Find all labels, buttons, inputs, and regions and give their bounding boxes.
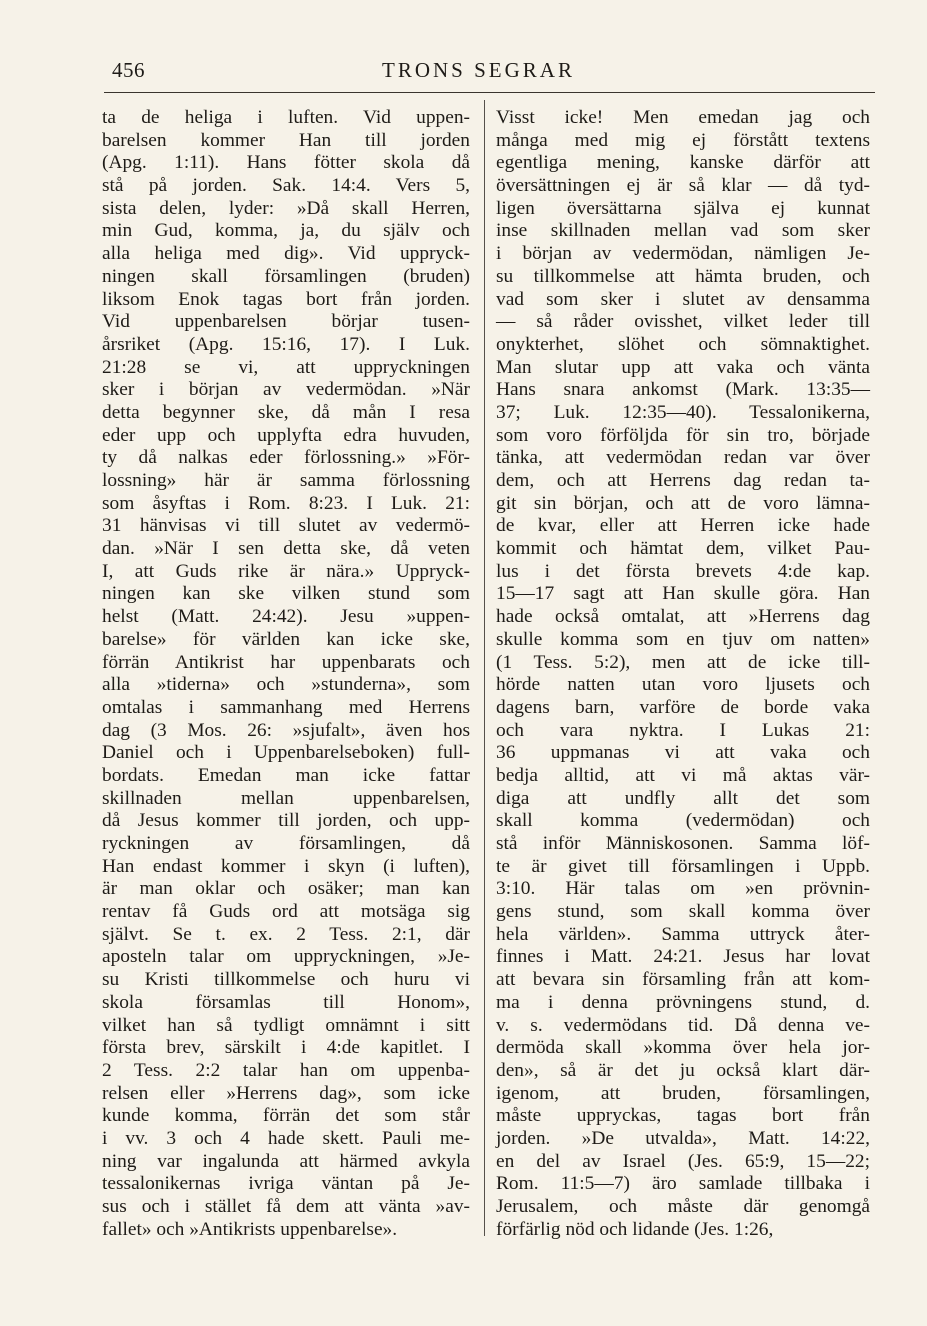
header-rule [104, 92, 875, 93]
text-line: dag (3 Mos. 26: »sjufalt», även hos [102, 719, 470, 741]
text-line: stå på jorden. Sak. 14:4. Vers 5, [102, 175, 470, 197]
text-line: finnes i Matt. 24:21. Jesus har lovat [496, 946, 870, 968]
text-line: Jerusalem, och måste där genomgå [496, 1196, 870, 1217]
text-line: årsriket (Apg. 15:16, 17). I Luk. [102, 333, 470, 355]
text-line: som åsyftas i Rom. 8:23. I Luk. 21: [102, 492, 470, 514]
text-line: många med mig ej förstått textens [496, 129, 870, 151]
text-line: 21:28 se vi, att uppryckningen [102, 356, 470, 378]
text-line: översättningen ej är så klar — då tyd- [496, 175, 870, 197]
text-line: bordats. Emedan man icke fattar [102, 764, 470, 786]
text-line: 3:10. Här talas om »en prövnin- [496, 878, 870, 900]
text-line: lossning» här är samma förlossning [102, 470, 470, 491]
text-line: förfärlig nöd och lidande (Jes. 1:26, [496, 1218, 774, 1240]
text-line: aposteln talar om uppryckningen, »Je- [102, 946, 470, 968]
text-line: förrän Antikrist har uppenbarats och [102, 651, 470, 673]
text-line: sus och i stället få dem att vänta »av- [102, 1196, 470, 1217]
text-line: inse skillnaden mellan vad som sker [496, 220, 870, 242]
text-line: Man slutar upp att vaka och vänta [496, 356, 870, 378]
text-line: den», så är det ju också klart där- [496, 1059, 870, 1081]
text-line: sker i början av vedermödan. »När [102, 379, 470, 401]
text-line: första brev, särskilt i 4:de kapitlet. I [102, 1037, 470, 1059]
text-line: gens stund, som skall komma över [496, 901, 870, 923]
text-line: tänka, att vedermödan redan var över [496, 447, 870, 469]
text-line: 2 Tess. 2:2 talar han om uppenba- [102, 1059, 470, 1081]
text-line: v. s. vedermödans tid. Då denna ve- [496, 1014, 870, 1036]
text-line: relsen eller »Herrens dag», som icke [102, 1082, 470, 1104]
text-line: — så råder ovisshet, vilket leder till [496, 311, 870, 333]
text-line: alla »tiderna» och »stunderna», som [102, 674, 470, 696]
text-line: eder upp och upplyfta edra huvuden, [102, 424, 470, 446]
text-line: 37; Luk. 12:35—40). Tessalonikerna, [496, 401, 870, 423]
text-line: dem, och att Herrens dag redan ta- [496, 470, 870, 491]
text-line: 15—17 sagt att Han skulle göra. Han [496, 583, 870, 605]
text-line: su Kristi tillkommelse och huru vi [102, 969, 470, 991]
text-line: ma i denna prövningens stund, d. [496, 991, 870, 1013]
text-line: helst (Matt. 24:42). Jesu »uppen- [102, 606, 470, 628]
text-line: skola församlas till Honom», [102, 991, 470, 1013]
text-line: jorden. »De utvalda», Matt. 14:22, [496, 1127, 870, 1149]
text-line: Visst icke! Men emedan jag och [496, 107, 870, 128]
text-line: detta begynner ske, då mån I resa [102, 401, 470, 423]
text-line: skillnaden mellan uppenbarelsen, [102, 787, 470, 809]
text-line: ningen skall församlingen (bruden) [102, 265, 470, 287]
text-line: dan. »När I sen detta ske, då veten [102, 538, 470, 560]
text-line: sista delen, lyder: »Då skall Herren, [102, 197, 470, 219]
text-line: su tillkommelse att hämta bruden, och [496, 265, 870, 287]
text-line: (Apg. 1:11). Hans fötter skola då [102, 152, 470, 174]
text-line: barelsen kommer Han till jorden [102, 129, 470, 151]
text-line: min Gud, komma, ja, du själv och [102, 220, 470, 242]
text-line: Rom. 11:5—7) äro samlade tillbaka i [496, 1173, 870, 1195]
column-divider [484, 100, 485, 1236]
text-line: egentliga mening, kanske därför att [496, 152, 870, 174]
text-line: i början av vedermödan, nämligen Je- [496, 243, 870, 265]
text-line: te är givet till församlingen i Uppb. [496, 855, 870, 877]
running-title: TRONS SEGRAR [382, 58, 575, 82]
text-line: hela världen». Samma uttryck åter- [496, 923, 870, 945]
text-line: I, att Guds rike är nära.» Uppryck- [102, 560, 470, 582]
text-line: Vid uppenbarelsen börjar tusen- [102, 311, 470, 333]
text-line: stå inför Människosonen. Samma löf- [496, 833, 870, 854]
text-line: självt. Se t. ex. 2 Tess. 2:1, där [102, 923, 470, 945]
text-line: tessalonikernas ivriga väntan på Je- [102, 1173, 470, 1195]
text-line: och vara nyktra. I Lukas 21: [496, 719, 870, 741]
text-line: rentav få Guds ord att motsäga sig [102, 901, 470, 923]
page-number: 456 [112, 58, 145, 82]
left-text-column [102, 107, 470, 1241]
text-line: skulle komma som en tjuv om natten» [496, 628, 870, 650]
text-line: ryckningen av församlingen, då [102, 833, 470, 854]
text-line: diga att undfly allt det som [496, 787, 870, 809]
text-line: ta de heliga i luften. Vid uppen- [102, 107, 470, 128]
text-line: bedja alltid, att vi må aktas vär- [496, 764, 870, 786]
text-line: kommit och hämtat dem, vilket Pau- [496, 538, 870, 560]
text-line: kunde komma, förrän det som står [102, 1105, 470, 1127]
text-line: 31 hänvisas vi till slutet av vedermö- [102, 515, 470, 537]
text-line: ty då nalkas eder förlossning.» »För- [102, 447, 470, 469]
text-line: git sin början, och att de voro lämna- [496, 492, 870, 514]
text-line: de kvar, eller att Herren icke hade [496, 515, 870, 537]
text-line: ning var ingalunda att härmed avkyla [102, 1150, 470, 1172]
right-text-column [496, 107, 870, 1241]
text-line: (1 Tess. 5:2), men att de icke till- [496, 651, 870, 673]
text-line: som voro förföljda för sin tro, började [496, 424, 870, 446]
text-line: är man oklar och osäker; man kan [102, 878, 470, 900]
text-line: skall komma (vedermödan) och [496, 810, 870, 832]
text-line: lus i det första brevets 4:de kap. [496, 560, 870, 582]
text-line: vilket han så tydligt omnämnt i sitt [102, 1014, 470, 1036]
text-line: ligen översättarna själva ej kunnat [496, 197, 870, 219]
text-line: måste uppryckas, tagas bort från [496, 1105, 870, 1127]
text-line: 36 uppmanas vi att vaka och [496, 742, 870, 764]
text-line: dagens barn, varföre de borde vaka [496, 696, 870, 718]
text-line: Han endast kommer i skyn (i luften), [102, 855, 470, 877]
text-line: liksom Enok tagas bort från jorden. [102, 288, 470, 310]
text-line: hade också omtalat, att »Herrens dag [496, 606, 870, 628]
text-line: omtalas i sammanhang med Herrens [102, 696, 470, 718]
text-line: fallet» och »Antikrists uppenbarelse». [102, 1218, 398, 1240]
text-line: Daniel och i Uppenbarelseboken) full- [102, 742, 470, 764]
text-line: Hans snara ankomst (Mark. 13:35— [496, 379, 870, 401]
text-line: ningen kan ske vilken stund som [102, 583, 470, 605]
text-line: vad som sker i slutet av densamma [496, 288, 870, 310]
text-line: dermöda skall »komma över hela jor- [496, 1037, 870, 1059]
text-line: onykterhet, slöhet och sömnaktighet. [496, 333, 870, 355]
text-line: igenom, att bruden, församlingen, [496, 1082, 870, 1104]
text-line: en del av Israel (Jes. 65:9, 15—22; [496, 1150, 870, 1172]
text-line: då Jesus kommer till jorden, och upp- [102, 810, 470, 832]
text-line: i vv. 3 och 4 hade skett. Pauli me- [102, 1127, 470, 1149]
text-line: att bevara sin församling från att kom- [496, 969, 870, 991]
text-line: barelse» för världen kan icke ske, [102, 628, 470, 650]
text-line: hörde natten utan voro ljusets och [496, 674, 870, 696]
text-line: alla heliga med dig». Vid uppryck- [102, 243, 470, 265]
